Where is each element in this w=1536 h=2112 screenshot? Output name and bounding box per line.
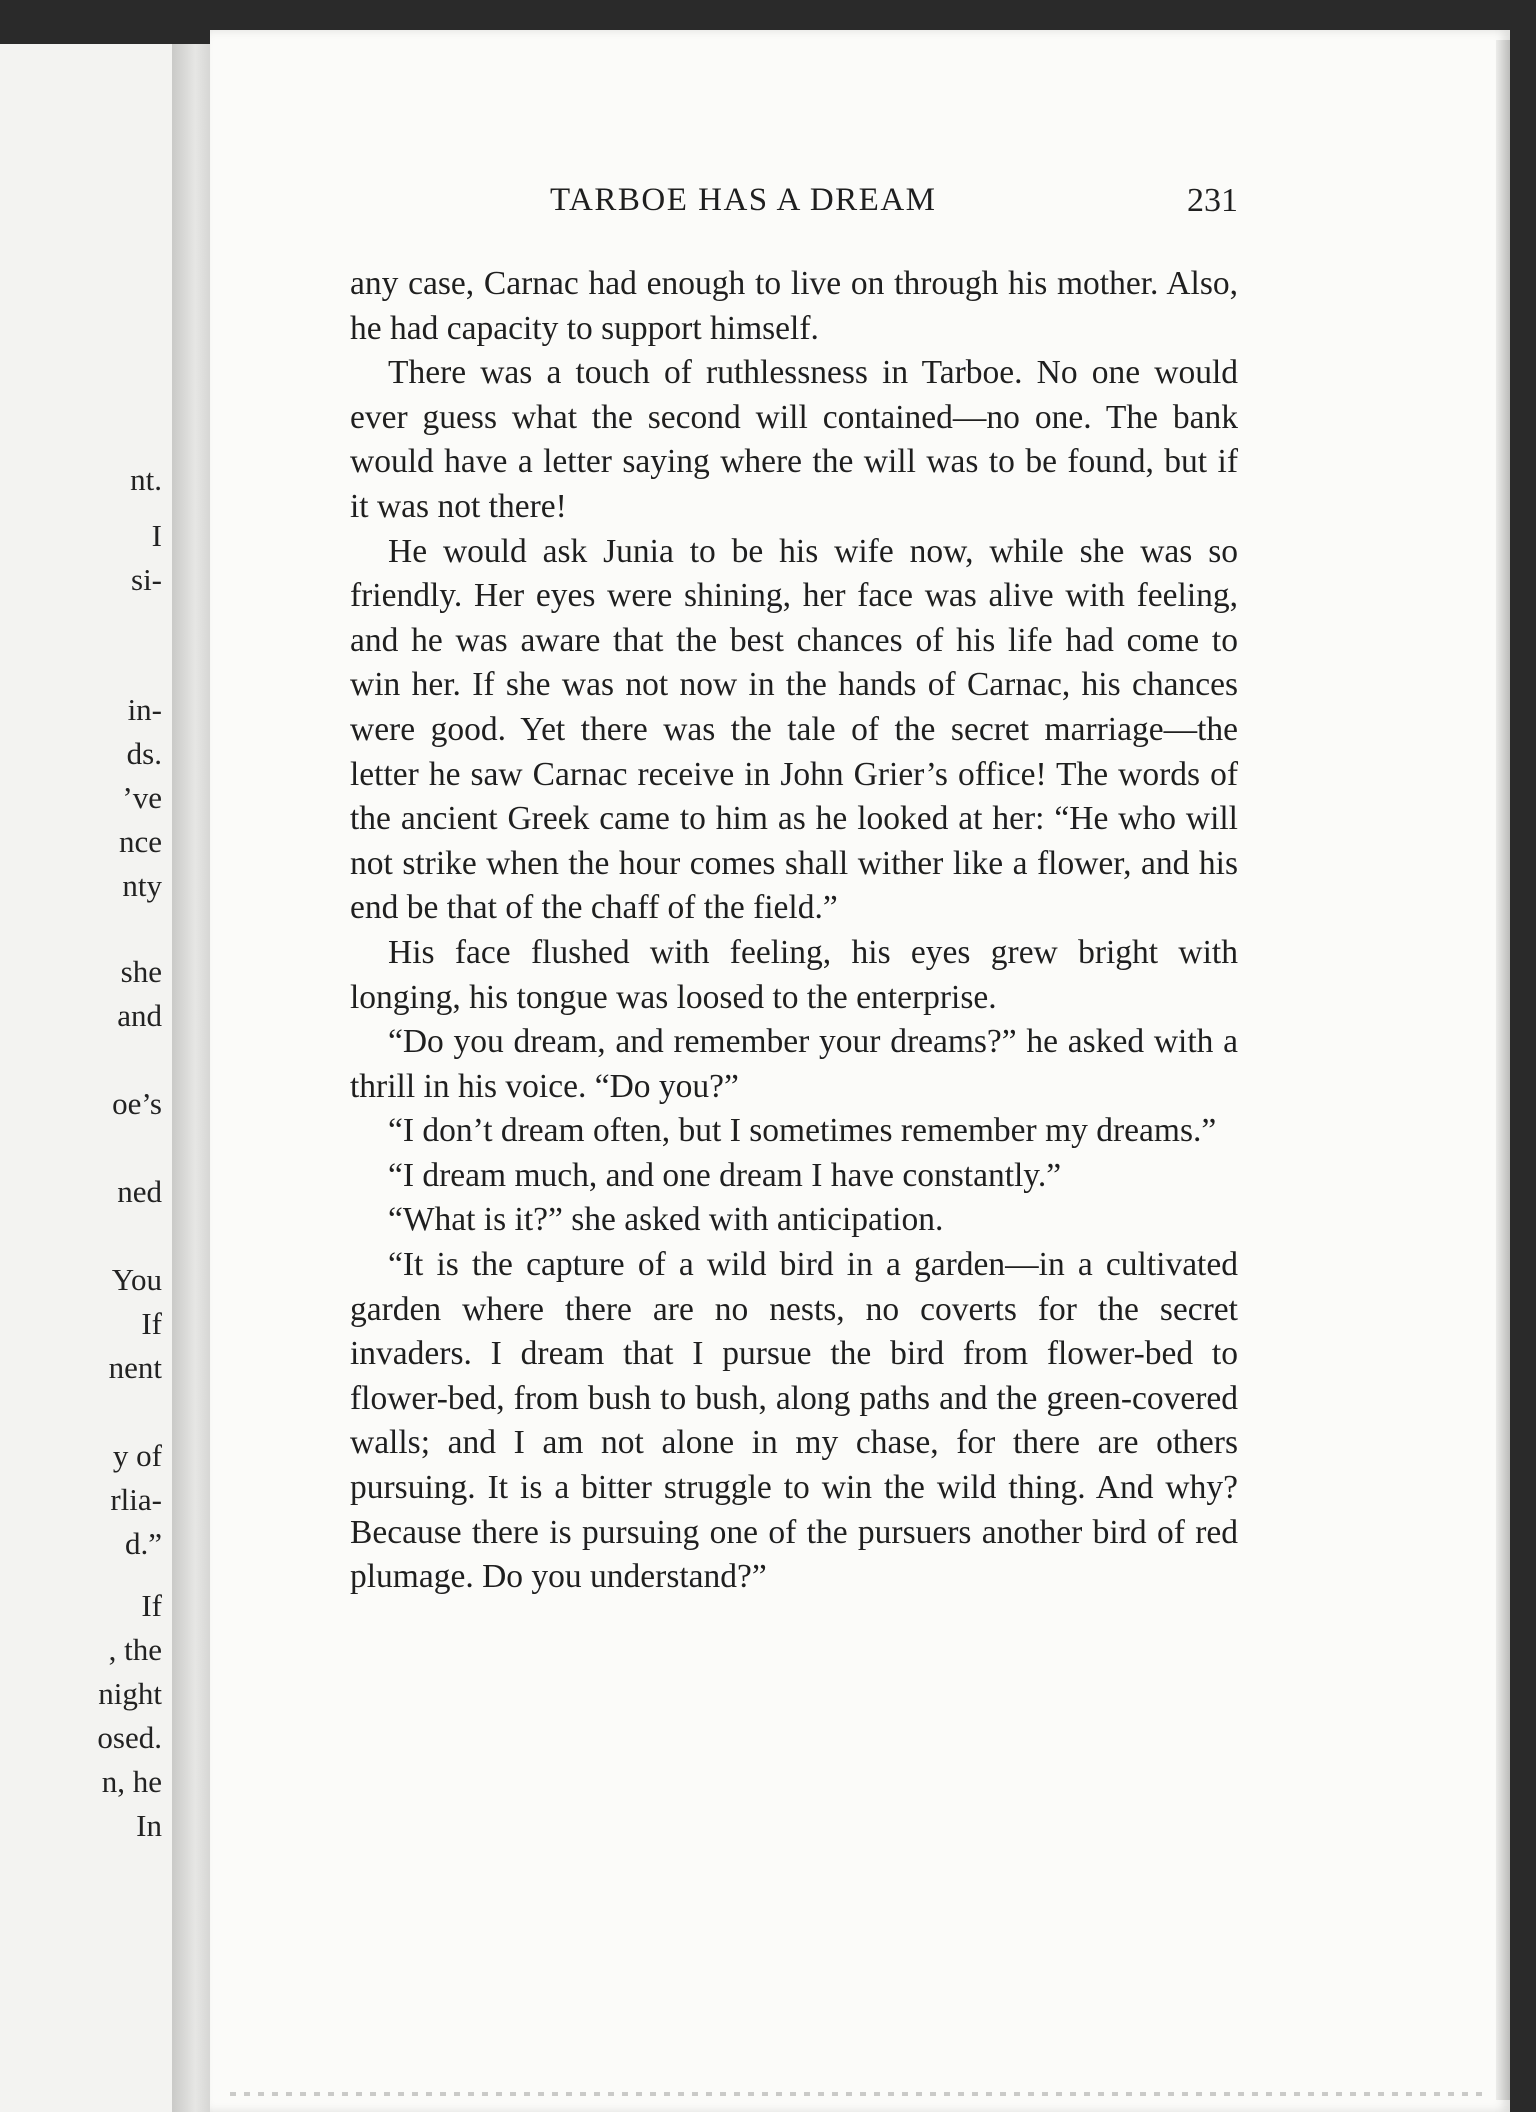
left-page-line: If: [141, 1588, 162, 1623]
page-bottom-edge: [230, 2092, 1490, 2096]
previous-page: [0, 44, 178, 2112]
left-page-line: I: [151, 518, 162, 553]
left-page-line: If: [141, 1306, 162, 1341]
paragraph: “It is the capture of a wild bird in a garden—in a cultivated garden where there are no nests, no coverts for the secret invaders. I dream that I pursue the bird from flower-bed to flower-bed, from bush to bush, along paths and the green-covered walls; and I am not alone in my chase, for there are others pursuing. It is a bitter struggle to win the wild thing. And why? Because there is pursuing one of the pursuers another bird of red plumage. Do you understand?”: [350, 1246, 1238, 1596]
running-head-title: TARBOE HAS A DREAM: [550, 182, 937, 218]
left-page-line: You: [111, 1262, 162, 1297]
left-page-line: ned: [117, 1174, 162, 1209]
left-page-line: nce: [118, 824, 162, 859]
left-page-line: ’ve: [122, 780, 162, 815]
paragraph: His face flushed with feeling, his eyes grew bright with longing, his tongue was loosed to the enterprise.: [350, 933, 1238, 1016]
left-page-line: y of: [112, 1438, 162, 1473]
left-page-line: oe’s: [112, 1086, 162, 1121]
running-header: [350, 182, 1238, 232]
left-page-line: in-: [127, 692, 162, 727]
left-page-line: si-: [131, 562, 162, 597]
paragraph: “What is it?” she asked with anticipation.: [388, 1201, 944, 1239]
left-page-line: she: [120, 954, 162, 989]
paragraph: “Do you dream, and remember your dreams?” he asked with a thrill in his voice. “Do you?”: [350, 1023, 1238, 1105]
left-page-line: rlia-: [110, 1482, 162, 1517]
paragraph: “I dream much, and one dream I have constantly.”: [388, 1156, 1062, 1194]
paragraph: There was a touch of ruthlessness in Tarboe. No one would ever guess what the second will contained—no one. The bank would have a letter saying where the will was to be found, but if it was not there!: [350, 354, 1238, 525]
paragraph: He would ask Junia to be his wife now, while she was so friendly. Her eyes were shining, her face was alive with feeling, and he was aware that the best chances of his life had come to win her. If she was not now in the hands of Carnac, his chances were good. Yet there was the tale of the secret marriage—the letter he saw Carnac receive in John Grier’s office! The words of the ancient Greek came to him as he looked at her: “He who will not strike when the hour comes shall wither like a flower, and his end be that of the chaff of the field.”: [350, 532, 1238, 927]
left-page-line: , the: [108, 1632, 162, 1667]
page-body: [350, 262, 1238, 1600]
paragraph: “I don’t dream often, but I sometimes remember my dreams.”: [388, 1112, 1217, 1150]
page-edge: [1496, 40, 1510, 2100]
left-page-line: nty: [122, 868, 162, 903]
left-page-line: nent: [108, 1350, 162, 1385]
left-page-line: d.”: [124, 1526, 162, 1561]
left-page-line: and: [117, 998, 162, 1033]
page-number: 231: [1187, 182, 1238, 219]
left-page-line: In: [136, 1808, 162, 1843]
paragraph: any case, Carnac had enough to live on through his mother. Also, he had capacity to support himself.: [350, 265, 1238, 347]
left-page-line: osed.: [97, 1720, 162, 1755]
left-page-line: ds.: [126, 736, 162, 771]
left-page-line: n, he: [101, 1764, 162, 1799]
left-page-line: night: [98, 1676, 162, 1711]
left-page-line: nt.: [130, 462, 162, 497]
